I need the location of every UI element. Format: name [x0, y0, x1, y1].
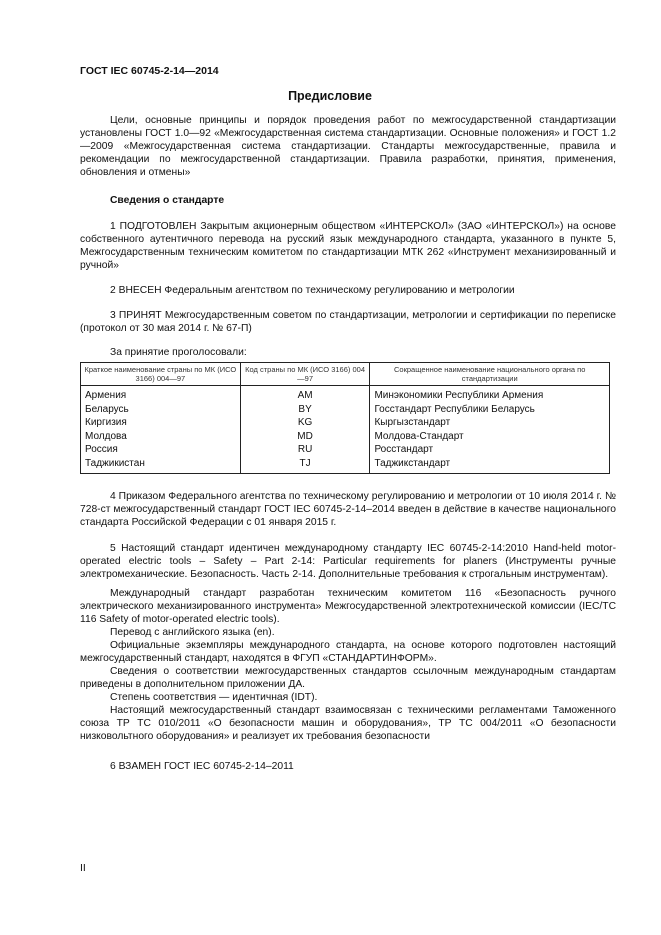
item-3-paragraph: 3 ПРИНЯТ Межгосударственным советом по стандартизации, метрологии и сертификации по переписке (протокол от 30 мая 2014 г. № 67-П)	[80, 310, 616, 334]
table-row	[81, 457, 610, 474]
body-cell: Кыргызстандарт	[370, 416, 610, 430]
page-number: II	[80, 862, 86, 874]
table-header-code: Код страны по МК (ИСО 3166) 004—97	[240, 363, 370, 386]
code-cell: AM	[240, 386, 370, 403]
table-row	[81, 416, 610, 430]
country-cell: Беларусь	[81, 403, 241, 417]
code-cell: MD	[240, 430, 370, 444]
item-5-references-paragraph: Сведения о соответствии межгосударственных стандартов ссылочным международным стандартам приведены в дополнительном приложении ДА.	[80, 666, 616, 690]
votes-intro: За принятие проголосовали:	[110, 347, 247, 358]
table-header-row	[81, 363, 610, 386]
table-header-body: Сокращенное наименование национального органа по стандартизации	[370, 363, 610, 386]
code-cell: TJ	[240, 457, 370, 474]
item-2-paragraph: 2 ВНЕСЕН Федеральным агентством по техническому регулированию и метрологии	[110, 285, 515, 296]
item-5-copies-paragraph: Официальные экземпляры международного стандарта, на основе которого подготовлен настоящий межгосударственный стандарт, находятся в ФГУП «СТАНДАРТИНФОРМ».	[80, 640, 616, 664]
body-cell: Госстандарт Республики Беларусь	[370, 403, 610, 417]
item-5-regulations-paragraph: Настоящий межгосударственный стандарт взаимосвязан с техническими регламентами Таможенного союза ТР ТС 010/2011 «О безопасности машин и оборудования», ТР ТС 004/2011 «О безопасности низковольтного оборудования» и реализует их требования безопасности	[80, 705, 616, 742]
table-row	[81, 403, 610, 417]
item-5-conformity-paragraph: Степень соответствия — идентичная (IDT).	[110, 692, 318, 703]
code-cell: RU	[240, 443, 370, 457]
table-row	[81, 443, 610, 457]
country-cell: Таджикистан	[81, 457, 241, 474]
item-5-block	[80, 542, 616, 743]
body-cell: Росстандарт	[370, 443, 610, 457]
country-cell: Киргизия	[81, 416, 241, 430]
item-5-development-paragraph: Международный стандарт разработан техническим комитетом 116 «Безопасность ручного электрического механизированного инструмента» Межгосударственной электротехнической комиссии (IEC/TC 116 Safety of motor-operated electric tools).	[80, 588, 616, 625]
body-cell: Молдова-Стандарт	[370, 430, 610, 444]
item-1-paragraph: 1 ПОДГОТОВЛЕН Закрытым акционерным обществом «ИНТЕРСКОЛ» (ЗАО «ИНТЕРСКОЛ») на основе собственного аутентичного перевода на русский язык международного стандарта, указанного в пункте 5, Межгосударственным техническим комитетом по стандартизации МТК 262 «Инструмент механизированный и ручной»	[80, 221, 616, 271]
country-cell: Россия	[81, 443, 241, 457]
table-row	[81, 430, 610, 444]
item-4-paragraph: 4 Приказом Федерального агентства по техническому регулированию и метрологии от 10 июля 2014 г. № 728-ст межгосударственный стандарт ГОСТ IEC 60745-2-14–2014 введен в действие в качестве национального стандарта Российской Федерации с 01 января 2015 г.	[80, 491, 616, 528]
item-5-paragraph: 5 Настоящий стандарт идентичен международному стандарту IEC 60745-2-14:2010 Hand-held motor-operated electric tools – Safety – Part 2-14: Particular requirements for planers (Инструменты ручные электромеханические. Безопасность. Часть 2-14. Дополнительные требования к строгальным инструментам).	[80, 543, 616, 580]
body-cell: Минэкономики Республики Армения	[370, 386, 610, 403]
document-code-header: ГОСТ IEC 60745-2-14—2014	[80, 65, 219, 77]
intro-paragraph: Цели, основные принципы и порядок проведения работ по межгосударственной стандартизации установлены ГОСТ 1.0—92 «Межгосударственная система стандартизации. Основные положения» и ГОСТ 1.2—2009 «Межгосударственная система стандартизации. Стандарты межгосударственные, правила и рекомендации по межгосударственной стандартизации. Правила разработки, принятия, применения, обновления и отмены»	[80, 115, 616, 178]
page-title: Предисловие	[288, 89, 372, 103]
item-5-translation-paragraph: Перевод с английского языка (en).	[110, 627, 275, 638]
country-cell: Молдова	[81, 430, 241, 444]
code-cell: BY	[240, 403, 370, 417]
voting-countries-table	[80, 362, 610, 474]
country-cell: Армения	[81, 386, 241, 403]
code-cell: KG	[240, 416, 370, 430]
table-header-country: Краткое наименование страны по МК (ИСО 3166) 004—97	[81, 363, 241, 386]
section-heading: Сведения о стандарте	[110, 195, 225, 206]
body-cell: Таджикстандарт	[370, 457, 610, 474]
item-6-paragraph: 6 ВЗАМЕН ГОСТ IEC 60745-2-14–2011	[110, 761, 294, 772]
table-row	[81, 386, 610, 403]
